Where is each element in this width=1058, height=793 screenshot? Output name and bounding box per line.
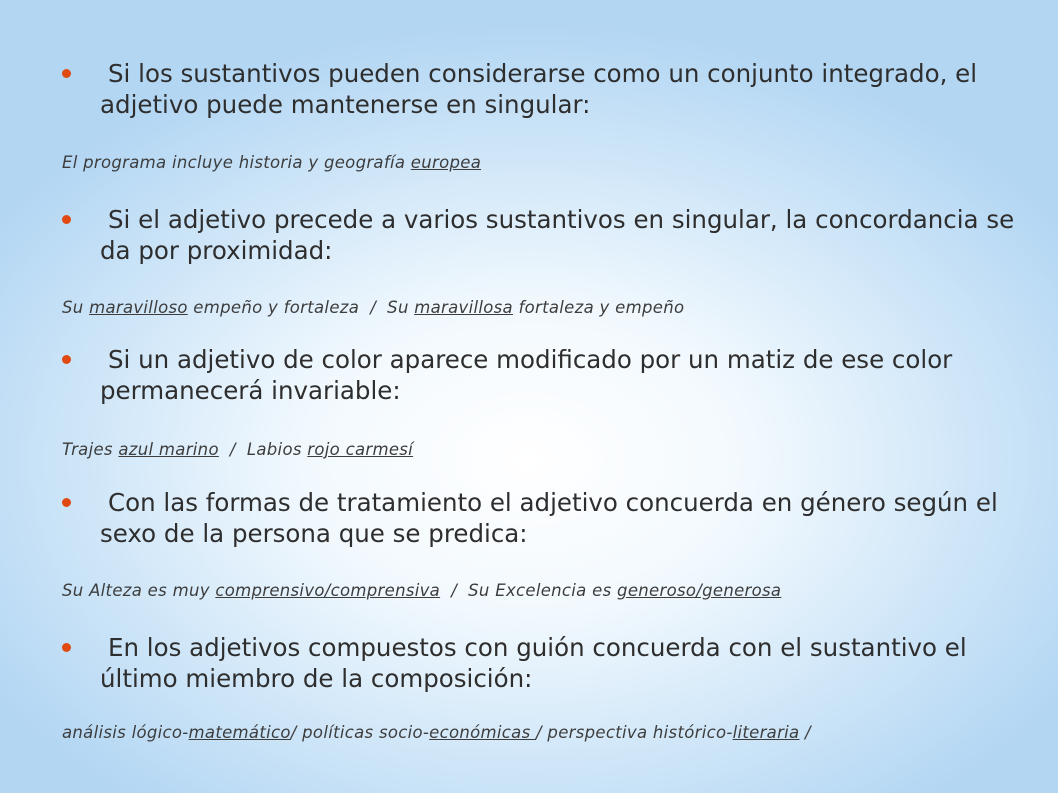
example-text: / Su Excelencia es — [440, 581, 618, 600]
bullet-dot-icon — [62, 498, 71, 507]
rule-2 — [62, 204, 1022, 266]
example-underlined-term: maravillosa — [414, 298, 513, 317]
example-2 — [62, 295, 1022, 321]
rule-text: En los adjetivos compuestos con guión concuerda con el sustantivo el último miembro de la composición: — [100, 633, 967, 693]
example-3 — [62, 437, 1022, 463]
rule-1 — [62, 58, 1022, 120]
example-text: / — [799, 723, 811, 742]
rule-text: Si el adjetivo precede a varios sustantivos en singular, la concordancia se da por proximidad: — [100, 205, 1015, 265]
rule-text: Si un adjetivo de color aparece modificado por un matiz de ese color permanecerá invariable: — [100, 345, 953, 405]
rule-text: Si los sustantivos pueden considerarse como un conjunto integrado, el adjetivo puede mantenerse en singular: — [100, 59, 978, 119]
example-5 — [62, 720, 1058, 746]
example-text: El programa incluye historia y geografía — [62, 153, 411, 172]
example-text: Trajes — [62, 440, 119, 459]
example-text: fortaleza y empeño — [512, 298, 685, 317]
example-text: / perspectiva histórico- — [536, 723, 733, 742]
example-underlined-term: rojo carmesí — [307, 440, 414, 459]
example-underlined-term: generoso/generosa — [617, 581, 782, 600]
bullet-dot-icon — [62, 69, 71, 78]
example-underlined-term: comprensivo/comprensiva — [215, 581, 441, 600]
bullet-dot-icon — [62, 215, 71, 224]
example-underlined-term: económicas — [429, 723, 537, 742]
rule-3 — [62, 344, 1022, 406]
rule-text: Con las formas de tratamiento el adjetivo concuerda en género según el sexo de la persona que se predica: — [100, 488, 998, 548]
example-underlined-term: literaria — [732, 723, 800, 742]
bullet-dot-icon — [62, 643, 71, 652]
example-text: empeño y fortaleza / Su — [187, 298, 415, 317]
example-text: / Labios — [218, 440, 308, 459]
example-underlined-term: maravilloso — [89, 298, 188, 317]
example-text: análisis lógico- — [62, 723, 189, 742]
rule-5 — [62, 632, 1022, 694]
rule-4 — [62, 487, 1022, 549]
example-text: Su — [62, 298, 90, 317]
bullet-dot-icon — [62, 355, 71, 364]
example-text: / políticas socio- — [290, 723, 430, 742]
example-4 — [62, 578, 1022, 604]
example-underlined-term: europea — [410, 153, 482, 172]
example-1 — [62, 150, 1022, 176]
example-text: Su Alteza es muy — [62, 581, 216, 600]
example-underlined-term: matemático — [188, 723, 291, 742]
example-underlined-term: azul marino — [118, 440, 219, 459]
